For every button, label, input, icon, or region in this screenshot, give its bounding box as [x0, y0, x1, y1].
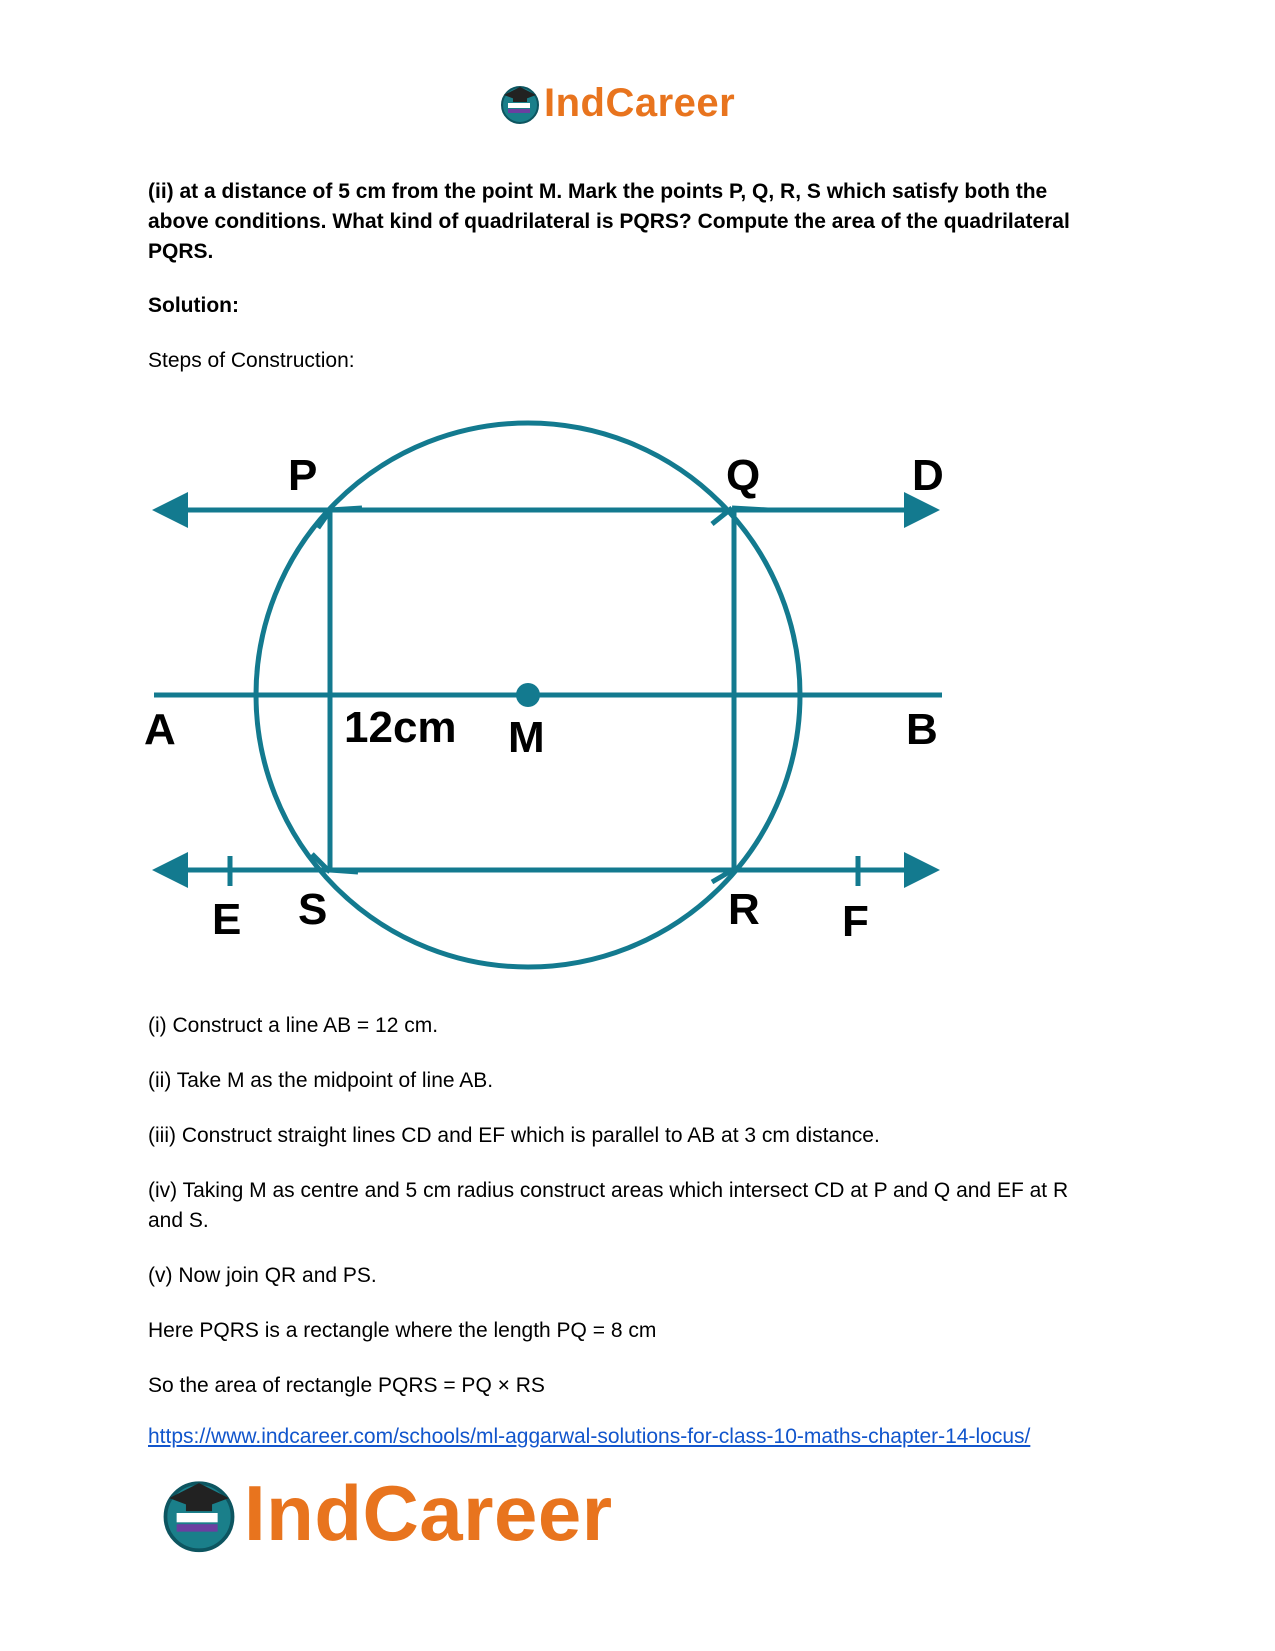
step-3: (iii) Construct straight lines CD and EF which is parallel to AB at 3 cm distance. [148, 1124, 880, 1147]
label-s: S [298, 885, 328, 934]
source-link[interactable]: https://www.indcareer.com/schools/ml-aggarwal-solutions-for-class-10-maths-chapter-14-locus/ [148, 1425, 1031, 1448]
graduation-globe-icon [498, 81, 542, 125]
footer-logo[interactable] [158, 1468, 613, 1558]
arrow-f-head [904, 852, 940, 888]
label-e: E [212, 895, 242, 944]
label-q: Q [726, 451, 761, 500]
brand-name: IndCareer [544, 80, 736, 125]
arrow-e-head [152, 852, 188, 888]
point-m [516, 683, 540, 707]
label-a: A [144, 705, 176, 754]
step-5: (v) Now join QR and PS. [148, 1264, 377, 1287]
step-4: (iv) Taking M as centre and 5 cm radius construct areas which intersect CD at P and Q and EF at R and S. [148, 1179, 1069, 1232]
construction-diagram [140, 410, 980, 970]
steps-heading: Steps of Construction: [148, 349, 355, 372]
label-m: M [508, 713, 545, 762]
step-2: (ii) Take M as the midpoint of line AB. [148, 1069, 494, 1092]
label-r: R [728, 885, 760, 934]
label-b: B [906, 705, 938, 754]
label-p: P [288, 451, 318, 500]
arrow-c-head [152, 492, 188, 528]
label-f: F [842, 897, 869, 946]
solution-label: Solution: [148, 294, 239, 317]
question-text: (ii) at a distance of 5 cm from the point M. Mark the points P, Q, R, S which satisfy both the above conditions. What kind of quadrilateral is PQRS? Compute the area of the quadrilateral PQRS. [148, 180, 1070, 263]
conclusion-rectangle: Here PQRS is a rectangle where the length PQ = 8 cm [148, 1319, 657, 1342]
conclusion-area: So the area of rectangle PQRS = PQ × RS [148, 1374, 545, 1397]
label-d: D [912, 451, 944, 500]
step-1: (i) Construct a line AB = 12 cm. [148, 1014, 439, 1037]
graduation-globe-icon [158, 1472, 240, 1554]
label-length: 12cm [344, 703, 457, 752]
brand-name: IndCareer [244, 1468, 613, 1557]
header-logo[interactable] [498, 78, 735, 128]
